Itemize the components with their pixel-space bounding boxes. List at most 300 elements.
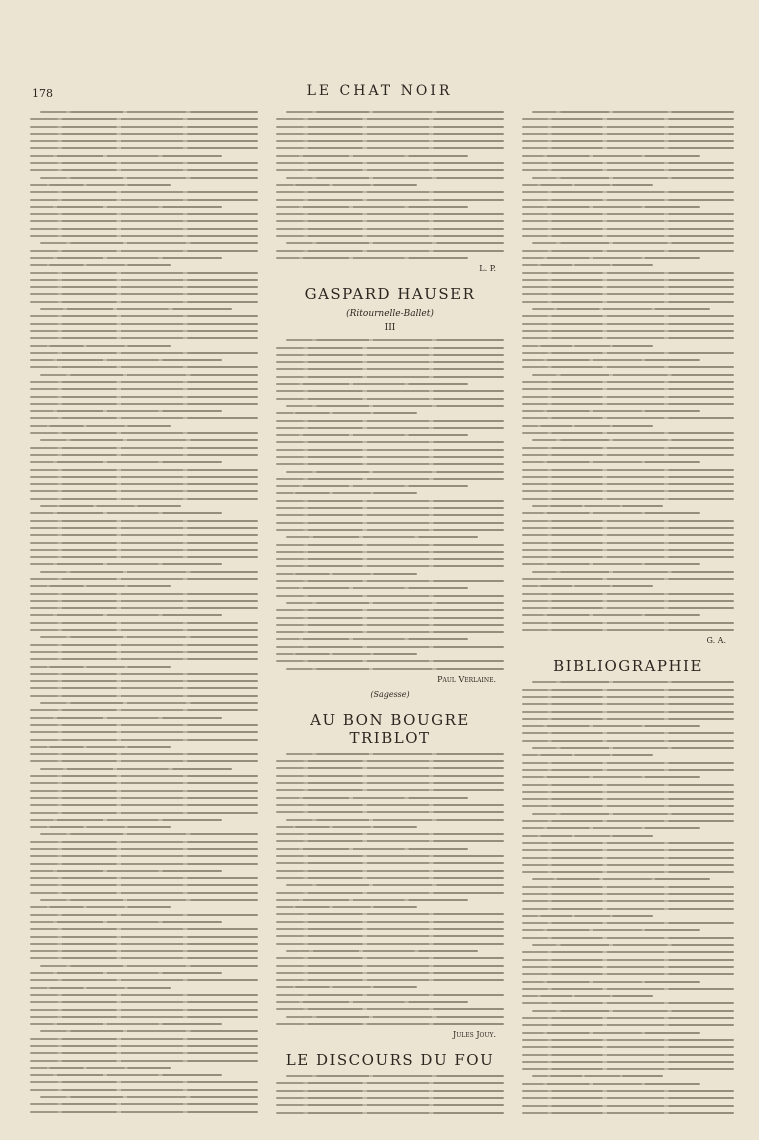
text-line [276, 833, 504, 835]
text-line [276, 544, 504, 546]
text-line [522, 213, 734, 215]
text-line [30, 301, 258, 303]
section-title-discours: LE DISCOURS DU FOU [285, 1051, 495, 1070]
body-text-block [522, 681, 734, 1118]
text-line [276, 1082, 504, 1084]
text-line [522, 929, 700, 931]
text-line [522, 1105, 734, 1107]
text-line [276, 943, 504, 945]
text-line [532, 505, 663, 507]
text-line [522, 147, 734, 149]
text-line [30, 337, 258, 339]
text-line [286, 536, 478, 538]
text-line [522, 133, 734, 135]
text-line [30, 396, 258, 398]
text-line [522, 1002, 734, 1004]
text-line [30, 804, 258, 806]
text-line [30, 381, 258, 383]
text-line [522, 689, 734, 691]
text-line [30, 753, 258, 755]
text-line [276, 1097, 504, 1099]
text-line [30, 979, 258, 981]
text-line [276, 507, 504, 509]
text-line [522, 769, 734, 771]
text-line [30, 848, 258, 850]
text-line [286, 753, 504, 755]
text-line [30, 1045, 258, 1047]
text-line [30, 293, 258, 295]
section-subtitle: (Ritournelle-Ballet) [346, 309, 434, 320]
body-text-block [276, 111, 504, 259]
text-line [276, 979, 504, 981]
body-text-block [276, 339, 504, 669]
text-line [522, 995, 653, 997]
text-line [276, 354, 504, 356]
text-line [276, 767, 504, 769]
text-line [30, 797, 258, 799]
text-line [30, 892, 258, 894]
article-signature: Paul Verlaine. [437, 674, 496, 684]
text-line [286, 405, 504, 407]
text-line [522, 805, 734, 807]
body-text-block [276, 753, 504, 1025]
text-line [30, 1103, 258, 1105]
text-line [30, 563, 222, 565]
text-line [276, 870, 504, 872]
text-line [522, 776, 700, 778]
text-line [276, 213, 504, 215]
text-line [522, 981, 700, 983]
text-line [40, 505, 181, 507]
text-line [522, 461, 700, 463]
text-line [276, 617, 504, 619]
text-line [276, 441, 504, 443]
text-line [276, 921, 504, 923]
text-line [522, 556, 734, 558]
text-line [40, 965, 258, 967]
text-line [522, 359, 700, 361]
text-line [522, 1097, 734, 1099]
text-line [30, 622, 258, 624]
text-line [522, 1039, 734, 1041]
text-line [276, 558, 504, 560]
text-line [30, 651, 258, 653]
text-line [30, 534, 258, 536]
text-line [522, 228, 734, 230]
text-line [30, 330, 258, 332]
text-line [522, 118, 734, 120]
text-line [276, 126, 504, 128]
text-line [30, 731, 258, 733]
text-line [276, 877, 504, 879]
text-line [276, 361, 504, 363]
text-line [30, 388, 258, 390]
text-line [522, 381, 734, 383]
text-line [522, 126, 734, 128]
masthead: LE CHAT NOIR [306, 83, 453, 99]
text-line [522, 279, 734, 281]
text-line [522, 1054, 734, 1056]
text-line [276, 191, 504, 193]
text-line [276, 133, 504, 135]
text-line [522, 754, 653, 756]
text-line [522, 403, 734, 405]
text-line [30, 476, 258, 478]
text-line [40, 177, 258, 179]
text-line [30, 790, 258, 792]
text-line [40, 768, 232, 770]
text-line [30, 644, 258, 646]
text-line [522, 614, 700, 616]
text-line [522, 520, 734, 522]
column-right [522, 108, 734, 1118]
text-line [522, 264, 653, 266]
text-line [522, 1032, 700, 1034]
text-line [276, 551, 504, 553]
text-line [40, 833, 258, 835]
text-line [30, 1016, 258, 1018]
text-line [522, 607, 734, 609]
text-line [30, 118, 258, 120]
text-line [532, 1010, 734, 1012]
text-line [30, 673, 258, 675]
text-line [40, 439, 258, 441]
text-line [276, 789, 504, 791]
text-line [286, 242, 504, 244]
text-line [522, 337, 734, 339]
text-line [276, 994, 504, 996]
text-line [286, 950, 478, 952]
text-line [30, 972, 222, 974]
text-line [276, 169, 504, 171]
text-line [40, 1030, 258, 1032]
text-line [30, 695, 258, 697]
text-line [30, 279, 258, 281]
text-line [30, 213, 258, 215]
text-line [30, 184, 171, 186]
text-line [522, 842, 734, 844]
text-line [30, 884, 258, 886]
text-line [276, 899, 468, 901]
text-line [276, 147, 504, 149]
text-line [30, 739, 258, 741]
text-line [522, 250, 734, 252]
text-line [276, 855, 504, 857]
text-line [522, 498, 734, 500]
text-line [30, 527, 258, 529]
text-line [522, 155, 700, 157]
text-line [522, 900, 734, 902]
text-line [522, 871, 734, 873]
text-line [30, 1009, 258, 1011]
text-line [276, 235, 504, 237]
text-line [522, 410, 700, 412]
text-line [40, 636, 258, 638]
text-line [276, 565, 504, 567]
text-line [522, 542, 734, 544]
text-line [286, 668, 504, 670]
text-line [522, 578, 734, 580]
text-line [522, 293, 734, 295]
text-line [522, 447, 734, 449]
text-line [522, 563, 700, 565]
text-line [276, 529, 504, 531]
text-line [276, 775, 504, 777]
text-line [522, 703, 734, 705]
text-line [30, 220, 258, 222]
section-title-biblio: BIBLIOGRAPHIE [553, 657, 703, 676]
text-line [30, 556, 258, 558]
text-line [276, 456, 504, 458]
text-line [532, 242, 734, 244]
text-line [276, 228, 504, 230]
text-line [276, 1104, 504, 1106]
text-line [30, 906, 171, 908]
text-line [522, 849, 734, 851]
text-line [522, 1024, 734, 1026]
text-line [276, 492, 417, 494]
text-line [522, 973, 734, 975]
text-line [30, 250, 258, 252]
text-line [522, 257, 700, 259]
text-line [276, 434, 468, 436]
text-line [522, 827, 700, 829]
text-line [522, 908, 734, 910]
text-line [30, 841, 258, 843]
text-line [522, 199, 734, 201]
article-signature: Jules Jouy. [453, 1030, 496, 1040]
text-line [522, 469, 734, 471]
text-line [276, 826, 417, 828]
text-line [30, 345, 171, 347]
article-signature: L. P. [479, 264, 496, 274]
text-line [30, 425, 171, 427]
body-text-block [522, 111, 734, 631]
text-line [30, 819, 222, 821]
text-line [276, 184, 417, 186]
text-line [276, 811, 504, 813]
text-line [30, 928, 258, 930]
text-line [276, 965, 504, 967]
text-line [276, 514, 504, 516]
text-line [532, 1075, 663, 1077]
text-line [30, 147, 258, 149]
text-line [276, 220, 504, 222]
article-signature: G. A. [706, 636, 726, 646]
text-line [522, 301, 734, 303]
text-line [30, 206, 222, 208]
text-line [30, 417, 258, 419]
text-line [522, 286, 734, 288]
text-line [30, 1074, 222, 1076]
section-title-gaspard: GASPARD HAUSER [304, 285, 476, 304]
text-line [522, 388, 734, 390]
text-line [40, 308, 232, 310]
text-line [30, 228, 258, 230]
text-line [522, 732, 734, 734]
text-line [30, 162, 258, 164]
text-line [276, 892, 504, 894]
text-line [522, 432, 734, 434]
text-line [532, 944, 734, 946]
text-line [30, 447, 258, 449]
text-line [276, 782, 504, 784]
text-line [532, 878, 710, 880]
text-line [30, 1038, 258, 1040]
text-line [276, 840, 504, 842]
text-line [30, 264, 171, 266]
text-line [522, 886, 734, 888]
text-line [522, 352, 734, 354]
body-text-block [276, 1075, 504, 1118]
text-line [522, 235, 734, 237]
text-line [40, 899, 258, 901]
text-line [522, 323, 734, 325]
text-line [30, 199, 258, 201]
text-line [30, 235, 258, 237]
text-line [522, 1090, 734, 1092]
text-line [30, 454, 258, 456]
text-line [522, 454, 734, 456]
text-line [30, 432, 258, 434]
text-line [522, 527, 734, 529]
text-line [522, 1083, 700, 1085]
text-line [30, 666, 171, 668]
text-line [30, 366, 258, 368]
text-line [522, 330, 734, 332]
text-line [276, 522, 504, 524]
text-line [522, 366, 734, 368]
text-line [30, 957, 258, 959]
text-line [522, 206, 700, 208]
text-line [30, 1111, 258, 1113]
text-line [276, 155, 468, 157]
text-line [276, 1001, 468, 1003]
text-line [30, 870, 222, 872]
text-line [30, 826, 171, 828]
text-line [276, 797, 468, 799]
text-line [30, 709, 258, 711]
text-line [276, 906, 417, 908]
text-line [30, 812, 258, 814]
text-line [276, 653, 417, 655]
text-line [30, 1023, 222, 1025]
text-line [522, 315, 734, 317]
text-line [40, 571, 258, 573]
text-line [30, 614, 222, 616]
text-line [30, 272, 258, 274]
text-line [30, 629, 258, 631]
text-line [532, 571, 734, 573]
text-line [30, 1001, 258, 1003]
text-line [522, 629, 734, 631]
text-line [522, 534, 734, 536]
text-line [286, 1016, 504, 1018]
text-line [30, 410, 222, 412]
text-line [276, 376, 504, 378]
text-line [30, 1060, 258, 1062]
text-line [286, 1075, 504, 1077]
text-line [522, 820, 734, 822]
text-line [276, 913, 504, 915]
text-line [276, 485, 468, 487]
text-line [276, 595, 504, 597]
text-line [522, 718, 734, 720]
text-line [276, 140, 504, 142]
text-line [40, 111, 258, 113]
text-line [276, 646, 504, 648]
text-line [30, 585, 171, 587]
body-text-block [30, 111, 258, 1118]
text-line [276, 347, 504, 349]
text-line [30, 155, 222, 157]
text-line [276, 957, 504, 959]
text-line [276, 804, 504, 806]
text-line [276, 848, 468, 850]
text-line [276, 427, 504, 429]
text-line [30, 490, 258, 492]
text-line [522, 549, 734, 551]
text-line [522, 272, 734, 274]
text-line [522, 893, 734, 895]
text-line [522, 476, 734, 478]
text-line [30, 549, 258, 551]
text-line [30, 914, 258, 916]
text-line [30, 1052, 258, 1054]
text-line [522, 711, 734, 713]
text-line [522, 966, 734, 968]
text-line [276, 760, 504, 762]
text-line [522, 512, 700, 514]
text-line [522, 140, 734, 142]
text-line [30, 687, 258, 689]
text-line [522, 988, 734, 990]
text-line [522, 622, 734, 624]
text-line [276, 420, 504, 422]
text-line [30, 257, 222, 259]
text-line [30, 987, 171, 989]
text-line [522, 345, 653, 347]
text-line [276, 1112, 504, 1114]
text-line [30, 461, 222, 463]
text-line [30, 994, 258, 996]
text-line [30, 578, 258, 580]
text-line [276, 162, 504, 164]
text-line [276, 986, 417, 988]
text-line [30, 760, 258, 762]
text-line [30, 607, 258, 609]
text-line [522, 696, 734, 698]
text-line [30, 403, 258, 405]
text-line [30, 315, 258, 317]
text-line [522, 184, 653, 186]
text-line [286, 602, 504, 604]
text-line [522, 191, 734, 193]
column-left [30, 108, 258, 1118]
text-line [30, 191, 258, 193]
text-line [522, 483, 734, 485]
text-line [40, 242, 258, 244]
text-line [30, 921, 222, 923]
text-line [30, 133, 258, 135]
page-number: 178 [32, 87, 53, 100]
page-header [0, 83, 759, 103]
text-line [522, 1061, 734, 1063]
text-line [30, 658, 258, 660]
text-line [30, 717, 222, 719]
text-line [276, 449, 504, 451]
text-line [522, 425, 653, 427]
